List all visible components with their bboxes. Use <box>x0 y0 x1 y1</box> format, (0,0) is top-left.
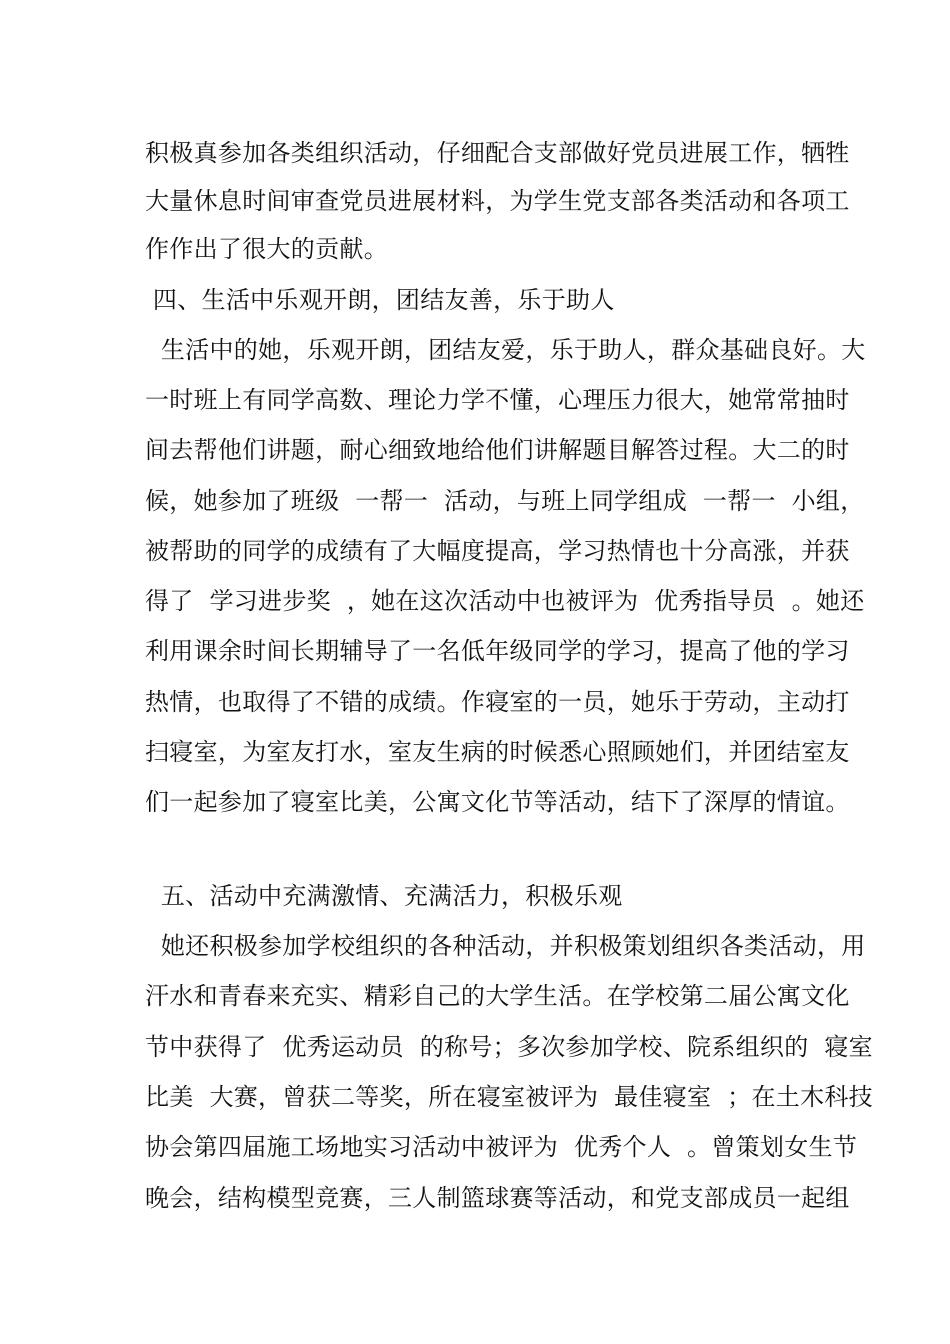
paragraph-line: 扫寝室，为室友打水，室友生病的时候悉心照顾她们，并团结室友 <box>145 738 850 766</box>
paragraph-line: 节中获得了 优秀运动员 的称号；多次参加学校、院系组织的 寝室 <box>145 1033 873 1061</box>
paragraph-line: 生活中的她，乐观开朗，团结友爱，乐于助人，群众基础良好。大 <box>145 336 866 364</box>
paragraph-line: 候，她参加了班级 一帮一 活动，与班上同学组成 一帮一 小组， <box>145 487 865 515</box>
paragraph-line: 她还积极参加学校组织的各种活动，并积极策划组织各类活动，用 <box>145 932 866 960</box>
paragraph-line: 间去帮他们讲题，耐心细致地给他们讲解题目解答过程。大二的时 <box>145 436 850 464</box>
paragraph-line: 汗水和青春来充实、精彩自己的大学生活。在学校第二届公寓文化 <box>145 982 850 1010</box>
paragraph-line: 比美 大赛，曾获二等奖，所在寝室被评为 最佳寝室 ；在土木科技 <box>145 1083 873 1111</box>
section-heading: 四、生活中乐观开朗，团结友善，乐于助人 <box>145 286 615 314</box>
paragraph-line: 一时班上有同学高数、理论力学不懂，心理压力很大，她常常抽时 <box>145 386 850 414</box>
paragraph-line: 晚会，结构模型竞赛，三人制篮球赛等活动，和党支部成员一起组 <box>145 1184 850 1212</box>
paragraph-line: 们一起参加了寝室比美，公寓文化节等活动，结下了深厚的情谊。 <box>145 788 850 816</box>
paragraph-line: 被帮助的同学的成绩有了大幅度提高，学习热情也十分高涨，并获 <box>145 537 850 565</box>
paragraph-line: 积极真参加各类组织活动，仔细配合支部做好党员进展工作，牺牲 <box>145 139 850 167</box>
paragraph-line: 协会第四届施工场地实习活动中被评为 优秀个人 。曾策划女生节 <box>145 1133 858 1161</box>
section-heading: 五、活动中充满激情、充满活力，积极乐观 <box>145 882 623 910</box>
paragraph-line: 大量休息时间审查党员进展材料，为学生党支部各类活动和各项工 <box>145 187 850 215</box>
paragraph-line: 热情，也取得了不错的成绩。作寝室的一员，她乐于劳动，主动打 <box>145 688 850 716</box>
paragraph-line: 利用课余时间长期辅导了一名低年级同学的学习，提高了他的学习 <box>145 637 850 665</box>
paragraph-line: 作作出了很大的贡献。 <box>145 235 388 263</box>
paragraph-line: 得了 学习进步奖 ，她在这次活动中也被评为 优秀指导员 。她还 <box>145 587 865 615</box>
